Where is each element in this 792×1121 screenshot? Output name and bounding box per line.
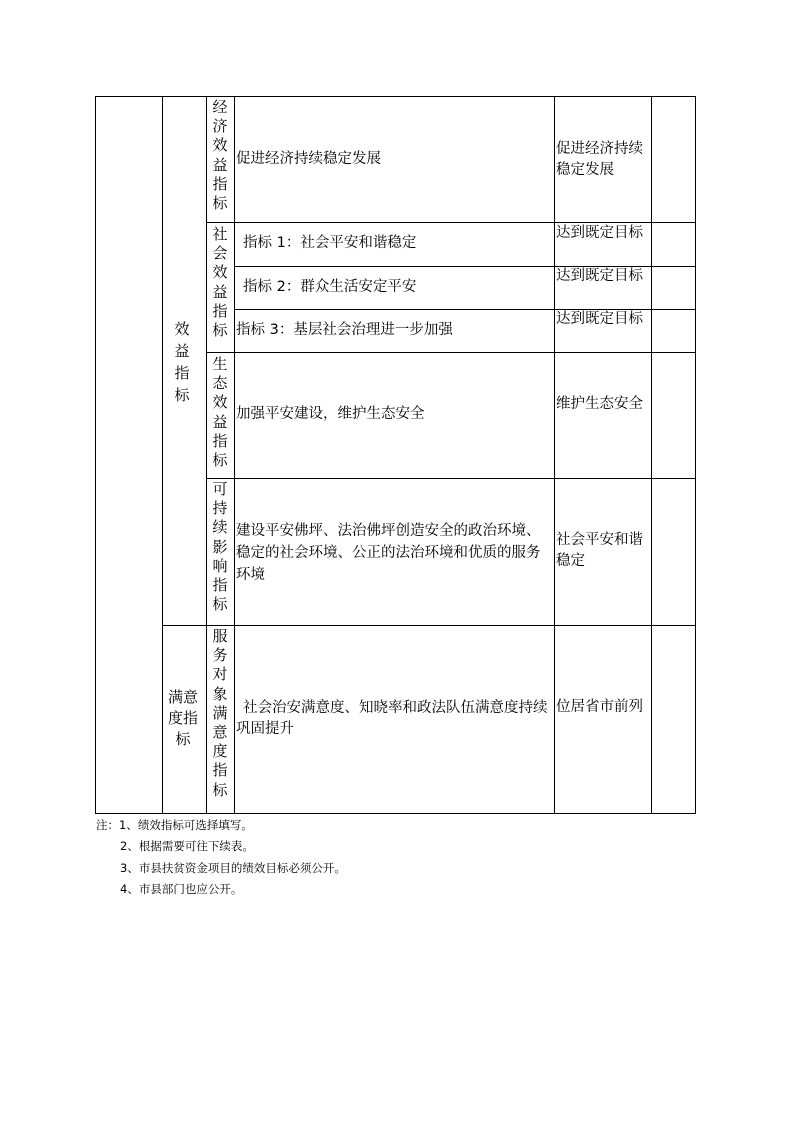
subcat-service-satisfaction: 服务对象满意度指标 [212,627,228,799]
indicator-economic: 促进经济持续稳定发展 [236,151,381,167]
target-sustainable: 社会平安和谐稳定 [556,532,643,569]
indicator-service-satisfaction: 社会治安满意度、知晓率和政法队伍满意度持续巩固提升 [236,700,548,737]
column-divider [554,96,555,814]
target-economic: 促进经济持续稳定发展 [556,141,643,178]
footnote-2: 2、根据需要可往下续表。 [120,839,254,854]
subcat-sustainable: 可持续影响指标 [212,480,228,614]
footnotes [96,815,346,900]
table-border-bottom [95,813,696,814]
table-border-top [95,96,696,97]
indicator-social-2: 指标 2：群众生活安定平安 [243,279,417,295]
category-cell: 效益指标 [174,320,190,404]
column-divider [162,96,163,814]
indicator-ecological: 加强平安建设，维护生态安全 [236,406,425,422]
target-social-2: 达到既定目标 [556,268,643,284]
target-service-satisfaction: 位居省市前列 [556,699,643,715]
footnote-3: 3、市县扶贫资金项目的绩效目标必须公开。 [120,860,346,875]
subcat-social: 社会效益指标 [212,225,228,340]
column-divider [234,96,235,814]
table-border-left [95,96,96,814]
subcat-ecological: 生态效益指标 [212,355,228,470]
satisfaction-category-cell: 满意度指标 [167,688,198,748]
footnote-4: 4、市县部门也应公开。 [120,881,243,896]
target-ecological: 维护生态安全 [556,396,643,412]
indicator-sustainable: 建设平安佛坪、法治佛坪创造安全的政治环境、稳定的社会环境、公正的法治环境和优质的服务环境 [236,523,541,583]
row-divider [206,352,696,353]
indicator-social-3: 指标 3：基层社会治理进一步加强 [236,322,453,338]
table-border-right [695,96,696,814]
row-divider [206,222,696,223]
target-social-1: 达到既定目标 [556,225,643,241]
footnote-1: 注：1、绩效指标可选择填写。 [96,818,253,832]
row-divider [206,478,696,479]
subcat-economic: 经济效益指标 [212,98,228,213]
column-divider [651,96,652,814]
row-divider [162,625,696,626]
column-divider [206,96,207,814]
target-social-3: 达到既定目标 [556,311,643,327]
indicator-social-1: 指标 1：社会平安和谐稳定 [243,235,417,251]
